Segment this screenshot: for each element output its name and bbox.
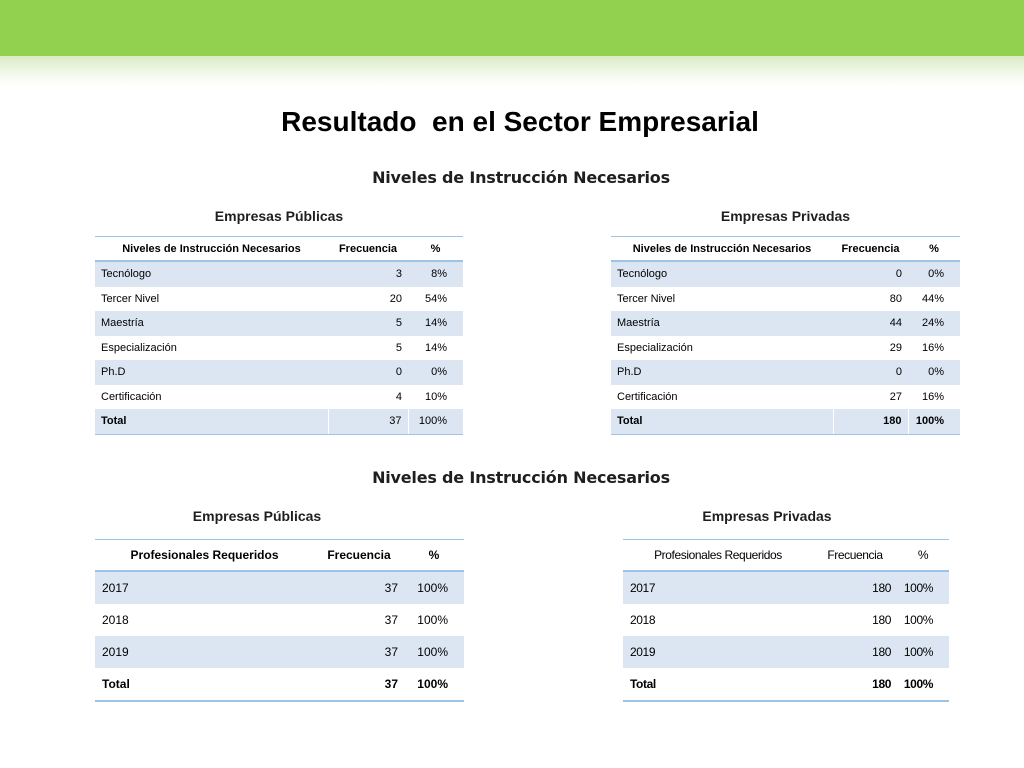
table-total-row	[611, 409, 960, 434]
frequency-cell: 37	[314, 636, 404, 668]
row-label: Ph.D	[95, 360, 328, 385]
row-label: Tercer Nivel	[101, 292, 160, 305]
percent-cell: 0%	[908, 360, 960, 385]
table-row	[95, 571, 464, 604]
percent-cell: 100%	[897, 571, 949, 604]
percent-cell: 100%	[908, 409, 960, 434]
column-header: %	[408, 237, 463, 262]
frequency-cell: 37	[328, 409, 408, 434]
percent-cell: 100%	[404, 636, 464, 668]
row-label: 2018	[102, 613, 129, 627]
frequency-cell: 27	[889, 390, 902, 403]
row-label: Total	[611, 409, 833, 434]
percent-cell: 14%	[408, 311, 463, 336]
table-row	[95, 261, 463, 287]
table-row	[95, 360, 463, 385]
row-label: Total	[623, 668, 813, 701]
section1-public-table	[95, 236, 463, 435]
table-total-row	[95, 409, 463, 434]
column-header: Niveles de Instrucción Necesarios	[611, 237, 833, 262]
frequency-cell: 4	[395, 390, 402, 403]
percent-cell: 54%	[424, 292, 447, 305]
frequency-cell: 5	[395, 341, 402, 354]
frequency-cell: 180	[813, 571, 897, 604]
frequency-cell: 44	[833, 311, 908, 336]
table-row	[95, 336, 463, 361]
percent-cell: 44%	[921, 292, 944, 305]
frequency-cell: 0	[833, 261, 908, 287]
table-row	[623, 571, 949, 604]
percent-cell: 16%	[921, 341, 944, 354]
frequency-cell: 80	[889, 292, 902, 305]
frequency-cell: 5	[328, 311, 408, 336]
table-row	[95, 636, 464, 668]
row-label: Certificación	[101, 390, 162, 403]
column-header: Frecuencia	[833, 237, 908, 262]
frequency-cell: 37	[314, 668, 404, 701]
percent-cell: 100%	[417, 613, 448, 627]
frequency-cell: 29	[889, 341, 902, 354]
table-row	[611, 360, 960, 385]
section2-private-caption: Empresas Privadas	[702, 508, 832, 524]
frequency-cell: 180	[833, 409, 908, 434]
percent-cell: 10%	[424, 390, 447, 403]
section2-public-table	[95, 539, 464, 702]
section1-private-caption: Empresas Privadas	[720, 208, 851, 224]
row-label: Total	[95, 668, 314, 701]
section1-private-table	[611, 236, 960, 435]
table-row	[623, 604, 949, 636]
table-row	[611, 261, 960, 287]
row-label: 2018	[630, 613, 656, 627]
table-row	[623, 636, 949, 668]
percent-cell: 16%	[921, 390, 944, 403]
row-label: 2019	[95, 636, 314, 668]
table-header-row	[95, 540, 464, 572]
percent-cell: 24%	[908, 311, 960, 336]
frequency-cell: 0	[833, 360, 908, 385]
frequency-cell: 180	[813, 636, 897, 668]
table-row	[95, 604, 464, 636]
row-label: Tecnólogo	[95, 261, 328, 287]
row-label: Tercer Nivel	[617, 292, 676, 305]
table-header-row	[95, 237, 463, 262]
row-label: Especialización	[101, 341, 177, 354]
header-band-fade	[0, 56, 1024, 86]
section1-public-caption: Empresas Públicas	[214, 208, 344, 224]
table-row	[611, 311, 960, 336]
table-header-row	[623, 540, 949, 572]
column-header: %	[897, 540, 949, 572]
row-label: Especialización	[617, 341, 693, 354]
frequency-cell: 20	[389, 292, 402, 305]
column-header: %	[908, 237, 960, 262]
frequency-cell: 37	[384, 613, 398, 627]
row-label: Certificación	[617, 390, 678, 403]
percent-cell: 100%	[903, 613, 933, 627]
frequency-cell: 180	[872, 613, 891, 627]
row-label: Maestría	[611, 311, 833, 336]
column-header: Frecuencia	[314, 540, 404, 572]
percent-cell: 100%	[897, 636, 949, 668]
section2-heading: Niveles de Instrucción Necesarios	[372, 468, 670, 487]
slide-title: Resultado en el Sector Empresarial	[281, 106, 759, 137]
table-total-row	[95, 668, 464, 701]
table-row	[95, 287, 463, 312]
row-label: Total	[95, 409, 328, 434]
table-row	[611, 385, 960, 410]
frequency-cell: 3	[328, 261, 408, 287]
percent-cell: 100%	[404, 571, 464, 604]
column-header: %	[404, 540, 464, 572]
percent-cell: 8%	[408, 261, 463, 287]
column-header: Profesionales Requeridos	[623, 540, 813, 572]
percent-cell: 100%	[897, 668, 949, 701]
percent-cell: 0%	[908, 261, 960, 287]
frequency-cell: 0	[328, 360, 408, 385]
percent-cell: 0%	[408, 360, 463, 385]
table-row	[95, 385, 463, 410]
section2-private-table	[623, 539, 949, 702]
row-label: Tecnólogo	[611, 261, 833, 287]
frequency-cell: 37	[314, 571, 404, 604]
row-label: Maestría	[95, 311, 328, 336]
table-header-row	[611, 237, 960, 262]
row-label: 2017	[623, 571, 813, 604]
section2-public-caption: Empresas Públicas	[192, 508, 322, 524]
column-header: Niveles de Instrucción Necesarios	[95, 237, 328, 262]
percent-cell: 100%	[404, 668, 464, 701]
table-row	[611, 336, 960, 361]
section1-heading: Niveles de Instrucción Necesarios	[372, 168, 670, 187]
column-header: Profesionales Requeridos	[95, 540, 314, 572]
percent-cell: 14%	[424, 341, 447, 354]
table-row	[611, 287, 960, 312]
frequency-cell: 180	[813, 668, 897, 701]
table-row	[95, 311, 463, 336]
row-label: 2017	[95, 571, 314, 604]
header-band	[0, 0, 1024, 56]
column-header: Frecuencia	[328, 237, 408, 262]
row-label: 2019	[623, 636, 813, 668]
row-label: Ph.D	[611, 360, 833, 385]
column-header: Frecuencia	[813, 540, 897, 572]
percent-cell: 100%	[408, 409, 463, 434]
table-total-row	[623, 668, 949, 701]
